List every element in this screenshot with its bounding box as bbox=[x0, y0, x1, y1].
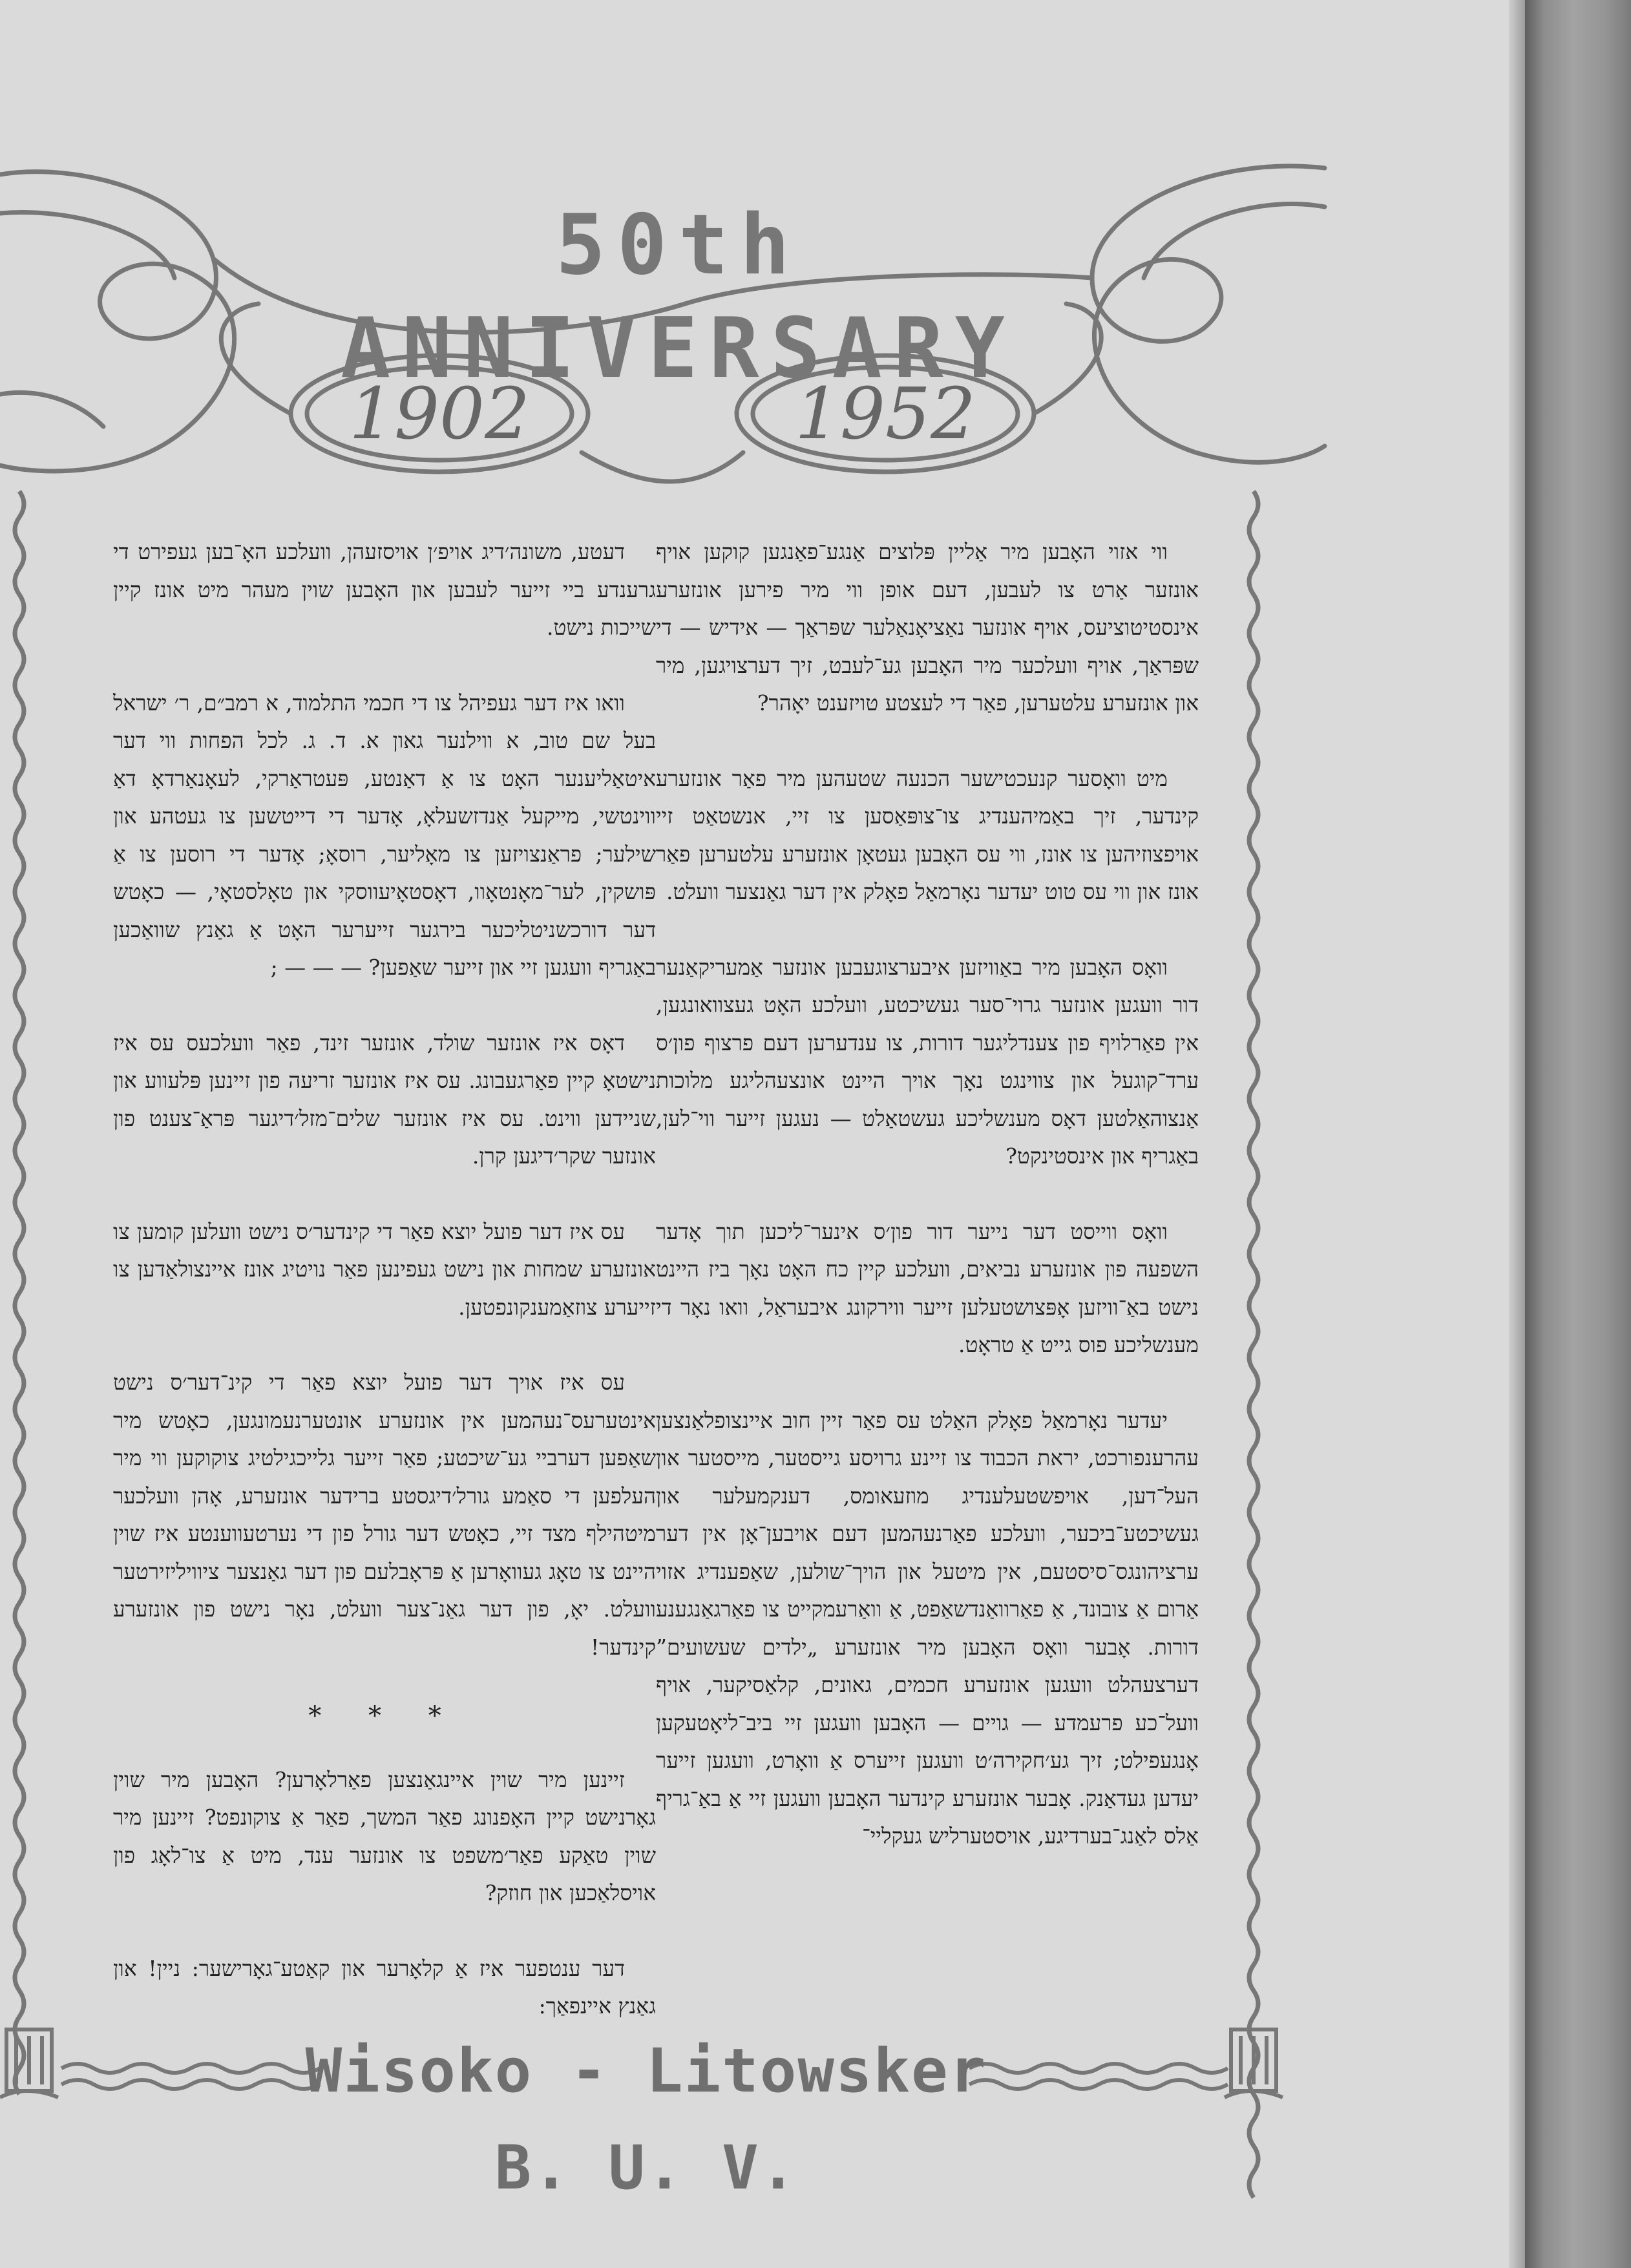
anniversary-title: 50th ANNIVERSARY bbox=[341, 197, 1016, 397]
footer-wave-left bbox=[61, 2064, 320, 2073]
left-flourish bbox=[0, 172, 235, 471]
left-text-column bbox=[113, 533, 656, 2026]
right-flourish bbox=[1092, 166, 1325, 462]
paragraph: דאָס איז אונזער שולד, אונזער זינד, פאַר וועלכעס עס איז נישטאָ קיין פאַרגעבונג. עס איז אונזער זריעה פון זיינען פּלעווע און שניידען ווינט. עס איז אונזער שלים־מזל׳דיגער פּראַ־צענט פון אונזער שקר׳דיגען קרן. bbox=[113, 1030, 656, 1169]
paragraph: ווי אזוי האָבען מיר אַליין פּלוצים אַנגע־פאַנגען קוקען אויף אונזער אַרט צו לעבען, דעם אופן ווי מיר פירען אונזערע אינסטיטוציעס, אויף אונזער נאַציאָנאַלער שפּראַך — אידיש — די שפּראַך, אויף וועלכער מיר האָבען גע־לעבט, זיך דערצויגען, מיר און אונזערע עלטערען, פאַר די לעצטע טויזענט יאָהר? bbox=[656, 539, 1199, 715]
footer-wave-right-2 bbox=[969, 2080, 1228, 2089]
footer-wave-left-2 bbox=[61, 2080, 320, 2089]
left-flourish-inner bbox=[0, 212, 174, 278]
right-corner-pillar-lines bbox=[1225, 2036, 1283, 2097]
left-flourish-low bbox=[0, 392, 103, 427]
paragraph: עס איז דער פועל יוצא פאַר די קינדער׳ס נישט וועלען קומען צו אונזערע שמחות און נישט געפינען פאַר נויטיג אונז איינצולאַדען צו זייערע צוזאַמענקונפטען. bbox=[113, 1218, 656, 1320]
year-start: 1902 bbox=[349, 372, 530, 455]
paragraph: וואו איז דער געפיהל צו די חכמי התלמוד, א רמב״ם, ר׳ ישראל בעל שם טוב, א ווילנער גאון א. ד. ג. לכל הפחות ווי דער איטאַליענער האָט צו אַ דאַנטע, פּעטראַרקי, לעאָנאַרדאָ דאַ ווינטשי, מייקעל אַנדזשעלאָ, אָדער די דייטשען צו געטהע און שילער; פראַנצויזען צו מאָליער, רוסאָ; אָדער די רוסען צו אַ פּושקין, לער־מאָנטאָוו, דאָסטאָיעווסקי און טאָלסטאָי, — כאָטש דער דורכשניטליכער בירגער זייערער האָט אַ גאַנץ שוואַכען באַגריף וועגען זיי און זייער שאַפען? — — — ; bbox=[113, 690, 656, 980]
right-flourish-inner bbox=[1144, 204, 1325, 278]
section-separator-stars: * * * bbox=[308, 1701, 461, 1731]
oval-swirl-bottom bbox=[582, 452, 743, 482]
paragraph: מיט וואָסער קנעכטישער הכנעה שטעהען מיר פאַר אונזערע קינדער, זיך באַמיהענדיג צו־צופּאַסען צו זיי, אנשטאַט זיי אויפצוזיהען צו אונז, ווי עס האָבען געטאָן אונזערע עלטערען פאַר אונז און ווי עס טוט יעדער נאָרמאַל פאָלק אין דער גאַנצער וועלט. bbox=[656, 765, 1199, 904]
right-wavy-border bbox=[1249, 491, 1258, 2198]
footer-organization-name: Wisoko - Litowsker B. U. V. bbox=[305, 2036, 987, 2203]
paragraph: דער ענטפער איז אַ קלאָרער און קאַטע־גאָרישער: ניין! און גאַנץ איינפאַך: bbox=[113, 1955, 656, 2019]
footer-wave-right bbox=[969, 2064, 1228, 2073]
paragraph: וואָס ווייסט דער נייער דור פון׳ס אינער־ליכען תוך אָדער השפעה פון אונזערע נביאים, וועלכע קיין כח האָט נאָך ביז היינט נישט באַ־וויזען אָפּצושטעלען זייער ווירקונג איבעראַל, וואו נאָר די מענשליכע פוס גייט אַ טראָט. bbox=[656, 1218, 1199, 1357]
paragraph: דעטע, משונה׳דיג אויפ׳ן אויסזעהן, וועלכע האָ־בען געפירט די גרענדע ביי זייער לעבען און האָבען שוין מעהר מיט אונז קיין שייכות נישט. bbox=[113, 539, 656, 640]
year-end: 1952 bbox=[795, 372, 976, 455]
paragraph: עס איז אויך דער פועל יוצא פאַר די קינ־דער׳ס נישט אינטערעס־נעהמען אין אונזערע אונטערנעמונגען, כאָטש מיר שאַפען דערביי גע־שיכטע; פאַר זייער גלייכגילטיג צוקוקען ווי מיר העלפען די סאַמע גורל׳דיגסטע ברידער אונזערע, אָהן וועלכער מיטהילף מצד זיי, כאָטש דער גורל פון די נערטעווענטע איז שוין היינט צו טאָג געוואָרען אַ פּראָבלעם פון דער גאַנצער ציוויליזירטער וועלט. יאָ, פון דער גאַנ־צער וועלט, נאָר נישט פון אונזערע קינדער! bbox=[113, 1370, 656, 1660]
oval-connector-right bbox=[1034, 304, 1101, 414]
left-wavy-border bbox=[15, 491, 24, 2094]
paragraph: זיינען מיר שוין איינגאַנצען פאַרלאָרען? האָבען מיר שוין גאָרנישט קיין האָפנונג פאַר המשך, פאַר אַ צוקונפט? זיינען מיר שוין טאַקע פאַר׳משפט צו אונזער ענד, מיט אַ צו־לאָג פון אויסלאַכען און חוזק? bbox=[113, 1766, 656, 1905]
paragraph: וואָס האָבען מיר באַוויזען איבערצוגעבען אונזער אַמעריקאַנער דור וועגען אונזער גרוי־סער געשיכטע, וועלכע האָט געצוואונגען, אין פאַרלויף פון צענדליגער דורות, צו ענדערען דעם פרצוף פון׳ס ערד־קוגעל און צווינגט נאָך אויך היינט אונצעהליגע מלוכות אַנצוהאַלטען דאָס מענשליכע געשטאַלט — נעגען זייער ווי־לען, באַגריף און אינסטינקט? bbox=[656, 954, 1199, 1169]
right-text-column bbox=[656, 533, 1199, 1856]
left-corner-pillar-lines bbox=[0, 2036, 58, 2097]
paragraph: יעדער נאָרמאַל פאָלק האַלט עס פאַר זיין חוב איינצופלאַנצען עהרענפורכט, יראת הכבוד צו זיינע גרויסע גייסטער, מייסטער און העל־דען, אויפשטעלענדיג מוזעאומס, דענקמעלער און געשיכטע־ביכער, וועלכע פאַרנעהמען דעם אויבען־אָן אין דער ערציהונגס־סיסטעם, אין מיטעל און הויך־שולען, שאַפענדיג אזוי אַרום אַ צובונד, אַ פאַרוואַנדשאַפט, אַ וואַרעמקייט צו פאַרגאַנגענע דורות. אָבער וואָס האָבען מיר אונזערע „ילדים שעשועים” דערצעהלט וועגען אונזערע חכמים, גאונים, קלאַסיקער, אויף וועל־כע פרעמדע — גויים — האָבען וועגען זיי ביב־ליאָטעקען אָנגעפילט; זיך גע׳חקירה׳ט וועגען זייערס אַ וואָרט, וועגען זייער יעדען געדאַנק. אָבער אונזערע קינדער האָבען וועגען זיי אַ באַ־גריף אַלס לאַנג־בערדיגע, אויסטערליש געקליי־ bbox=[656, 1407, 1199, 1849]
